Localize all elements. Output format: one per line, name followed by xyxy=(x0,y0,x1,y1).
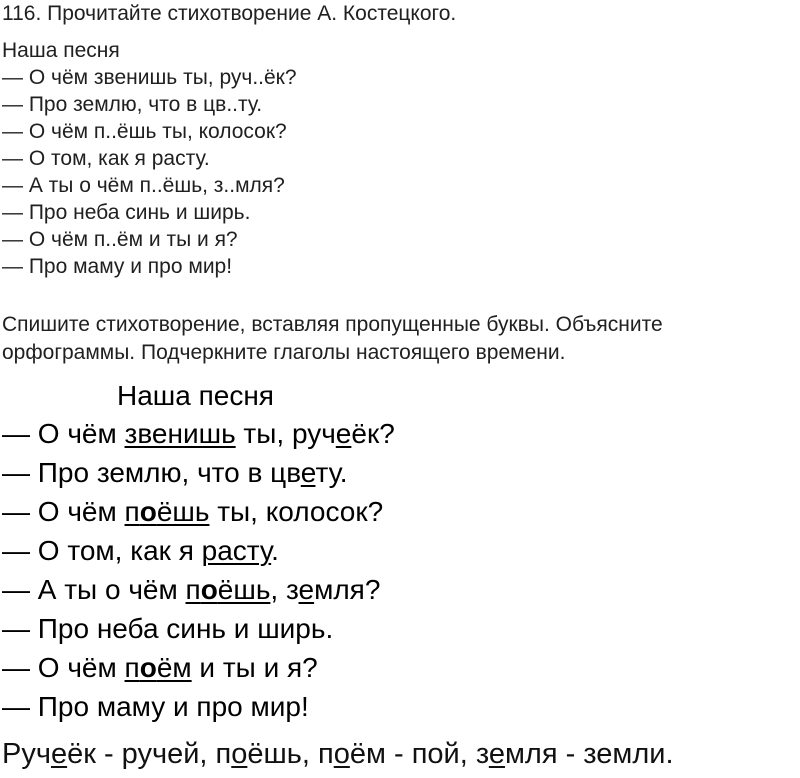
dash: — xyxy=(2,613,38,644)
line-text: , з xyxy=(270,574,299,605)
answer-poem-line xyxy=(2,531,395,570)
line-text: мля? xyxy=(314,574,381,605)
line-text: и ты и я? xyxy=(191,652,318,683)
original-poem-line: — О чём звенишь ты, руч..ёк? xyxy=(2,66,297,89)
inserted-letter: е xyxy=(335,418,352,449)
line-text: ты, руч xyxy=(235,418,336,449)
answer-poem-line xyxy=(2,453,395,492)
present-tense-verb: поём xyxy=(124,652,192,683)
answer-poem-line xyxy=(2,648,395,687)
line-text: . xyxy=(271,535,279,566)
dash: — xyxy=(2,652,38,683)
original-poem-line: — Про неба синь и ширь. xyxy=(2,201,251,224)
present-tense-verb: расту xyxy=(201,535,272,566)
original-poem-line: — А ты о чём п..ёшь, з..мля? xyxy=(2,174,285,197)
inserted-letter: о xyxy=(139,496,157,527)
answer-poem-line xyxy=(2,609,395,648)
line-text: Про маму и про мир! xyxy=(37,691,309,722)
dash: — xyxy=(2,535,38,566)
line-text: ту. xyxy=(315,457,348,488)
dash: — xyxy=(2,418,38,449)
answer-poem-title: Наша песня xyxy=(117,380,274,411)
inserted-letter: е xyxy=(298,574,315,605)
spelling-explanation: Ручеёк - ручей, поёшь, поём - пой, земля - земли. xyxy=(2,738,674,770)
inserted-letter: о xyxy=(231,738,248,770)
line-text: О чём xyxy=(37,652,125,683)
inserted-letter: е xyxy=(50,738,68,770)
original-poem-line: — Про землю, что в цв..ту. xyxy=(2,93,263,116)
answer-poem-line xyxy=(2,687,395,726)
original-poem-line: — О чём п..ёшь ты, колосок? xyxy=(2,120,287,143)
original-poem xyxy=(2,64,297,280)
task-instruction: Спишите стихотворение, вставляя пропущенные буквы. Объясните орфограммы. Подчеркните глаголы настоящего времени. xyxy=(2,313,663,364)
present-tense-verb: поёшь xyxy=(124,496,210,527)
dash: — xyxy=(2,574,38,605)
line-text: ёк? xyxy=(351,418,395,449)
original-poem-line: — О том, как я расту. xyxy=(2,147,210,170)
inserted-letter: е xyxy=(488,738,505,770)
answer-poem-line xyxy=(2,414,395,453)
present-tense-verb: поёшь xyxy=(185,574,271,605)
answer-poem xyxy=(2,414,395,726)
inserted-letter: о xyxy=(200,574,218,605)
line-text: Про неба синь и ширь. xyxy=(37,613,334,644)
inserted-letter: е xyxy=(300,457,316,488)
line-text: ты, колосок? xyxy=(209,496,384,527)
line-text: О чём xyxy=(37,496,125,527)
inserted-letter: о xyxy=(139,652,157,683)
present-tense-verb: звенишь xyxy=(124,418,236,449)
dash: — xyxy=(2,691,38,722)
task-heading: 116. Прочитайте стихотворение А. Костецкого. xyxy=(2,2,457,25)
line-text: О чём xyxy=(37,418,125,449)
original-poem-title: Наша песня xyxy=(2,39,120,62)
answer-poem-line xyxy=(2,570,395,609)
dash: — xyxy=(2,496,38,527)
dash: — xyxy=(2,457,38,488)
line-text: А ты о чём xyxy=(37,574,186,605)
original-poem-line: — О чём п..ём и ты и я? xyxy=(2,228,238,251)
line-text: О том, как я xyxy=(37,535,202,566)
line-text: Про землю, что в цв xyxy=(37,457,301,488)
original-poem-line: — Про маму и про мир! xyxy=(2,255,233,278)
inserted-letter: о xyxy=(333,738,350,770)
answer-poem-line xyxy=(2,492,395,531)
